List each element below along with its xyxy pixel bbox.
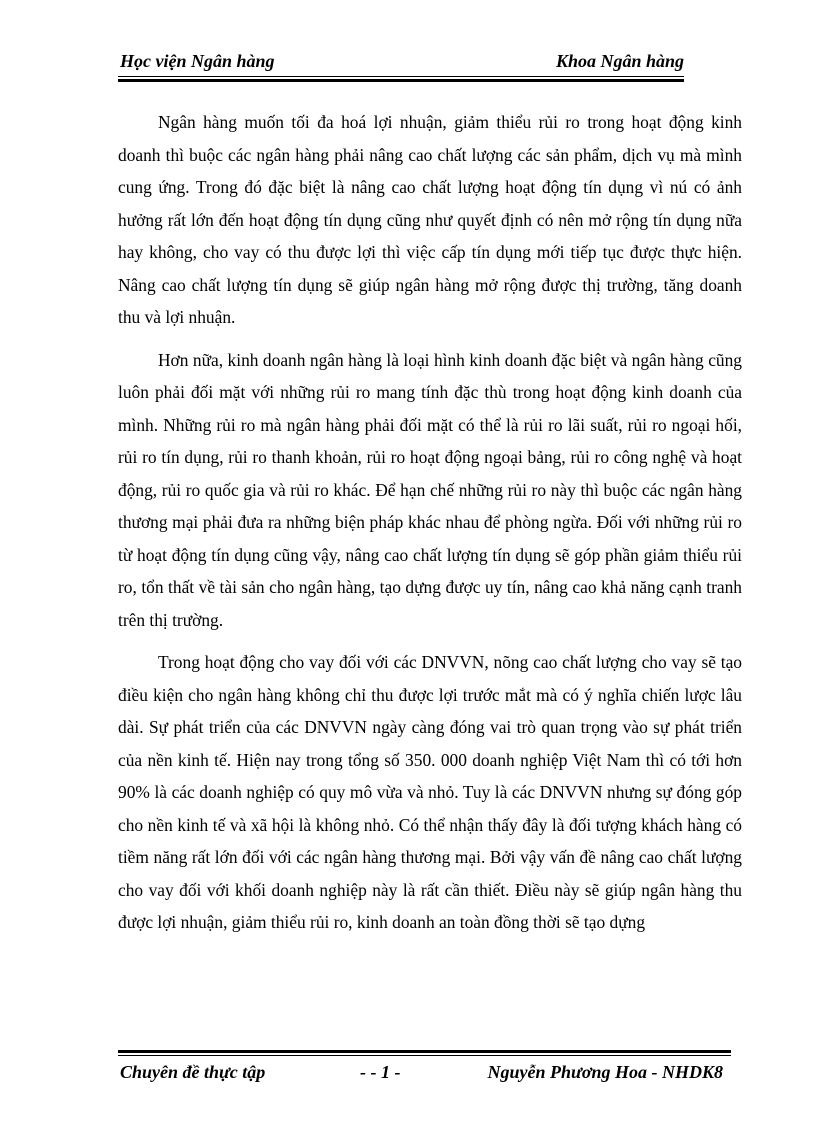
footer-rule-thin bbox=[118, 1055, 731, 1056]
paragraph-1: Ngân hàng muốn tối đa hoá lợi nhuận, giảm thiểu rủi ro trong hoạt động kinh doanh thì buộc các ngân hàng phải nâng cao chất lượng các sản phẩm, dịch vụ mà mình cung ứng. Trong đó đặc biệt là nâng cao chất lượng hoạt động tín dụng vì nú có ảnh hưởng rất lớn đến hoạt động tín dụng cũng như quyết định có nên mở rộng tín dụng nữa hay không, cho vay có thu được lợi thì việc cấp tín dụng mới tiếp tục được thực hiện. Nâng cao chất lượng tín dụng sẽ giúp ngân hàng mở rộng được thị trường, tăng doanh thu và lợi nhuận. bbox=[118, 112, 742, 327]
paragraph-2: Hơn nữa, kinh doanh ngân hàng là loại hình kinh doanh đặc biệt và ngân hàng cũng luôn phải đối mặt với những rủi ro mang tính đặc thù trong hoạt động kinh doanh của mình. Những rủi ro mà ngân hàng phải đối mặt có thể là rủi ro lãi suất, rủi ro ngoại hối, rủi ro tín dụng, rủi ro thanh khoản, rủi ro hoạt động ngoại bảng, rủi ro công nghệ và hoạt động, rủi ro quốc gia và rủi ro khác. Để hạn chế những rủi ro này thì buộc các ngân hàng thương mại phải đưa ra những biện pháp khác nhau để phòng ngừa. Đối với những rủi ro từ hoạt động tín dụng cũng vậy, nâng cao chất lượng tín dụng sẽ góp phần giảm thiểu rủi ro, tổn thất về tài sản cho ngân hàng, tạo dựng được uy tín, nâng cao khả năng cạnh tranh trên thị trường. bbox=[118, 349, 742, 630]
footer-author: Nguyễn Phương Hoa - NHDK8 bbox=[487, 1062, 723, 1082]
header-institution: Học viện Ngân hàng bbox=[120, 51, 275, 71]
header-rule-thin bbox=[118, 76, 684, 77]
footer-document-type: Chuyên đề thực tập bbox=[120, 1062, 266, 1082]
page-number: - - 1 - bbox=[360, 1062, 401, 1082]
header-rule-thick bbox=[118, 79, 684, 82]
page-footer bbox=[118, 1050, 731, 1090]
footer-rule-thick bbox=[118, 1050, 731, 1053]
page-body bbox=[118, 106, 742, 949]
page-header bbox=[118, 48, 684, 78]
header-faculty: Khoa Ngân hàng bbox=[555, 51, 684, 71]
paragraph-3: Trong hoạt động cho vay đối với các DNVVN, nõng cao chất lượng cho vay sẽ tạo điều kiện cho ngân hàng không chỉ thu được lợi trước mắt mà có ý nghĩa chiến lược lâu dài. Sự phát triển của các DNVVN ngày càng đóng vai trò quan trọng vào sự phát triển của nền kinh tế. Hiện nay trong tổng số 350. 000 doanh nghiệp Việt Nam thì có tới hơn 90% là các doanh nghiệp có quy mô vừa và nhỏ. Tuy là các DNVVN nhưng sự đóng góp cho nền kinh tế và xã hội là không nhỏ. Có thể nhận thấy đây là đối tượng khách hàng có tiềm năng rất lớn đối với các ngân hàng thương mại. Bởi vậy vấn đề nâng cao chất lượng cho vay đối với khối doanh nghiệp này là rất cần thiết. Điều này sẽ giúp ngân hàng thu được lợi nhuận, giảm thiểu rủi ro, kinh doanh an toàn đồng thời sẽ tạo dựng bbox=[118, 652, 742, 932]
